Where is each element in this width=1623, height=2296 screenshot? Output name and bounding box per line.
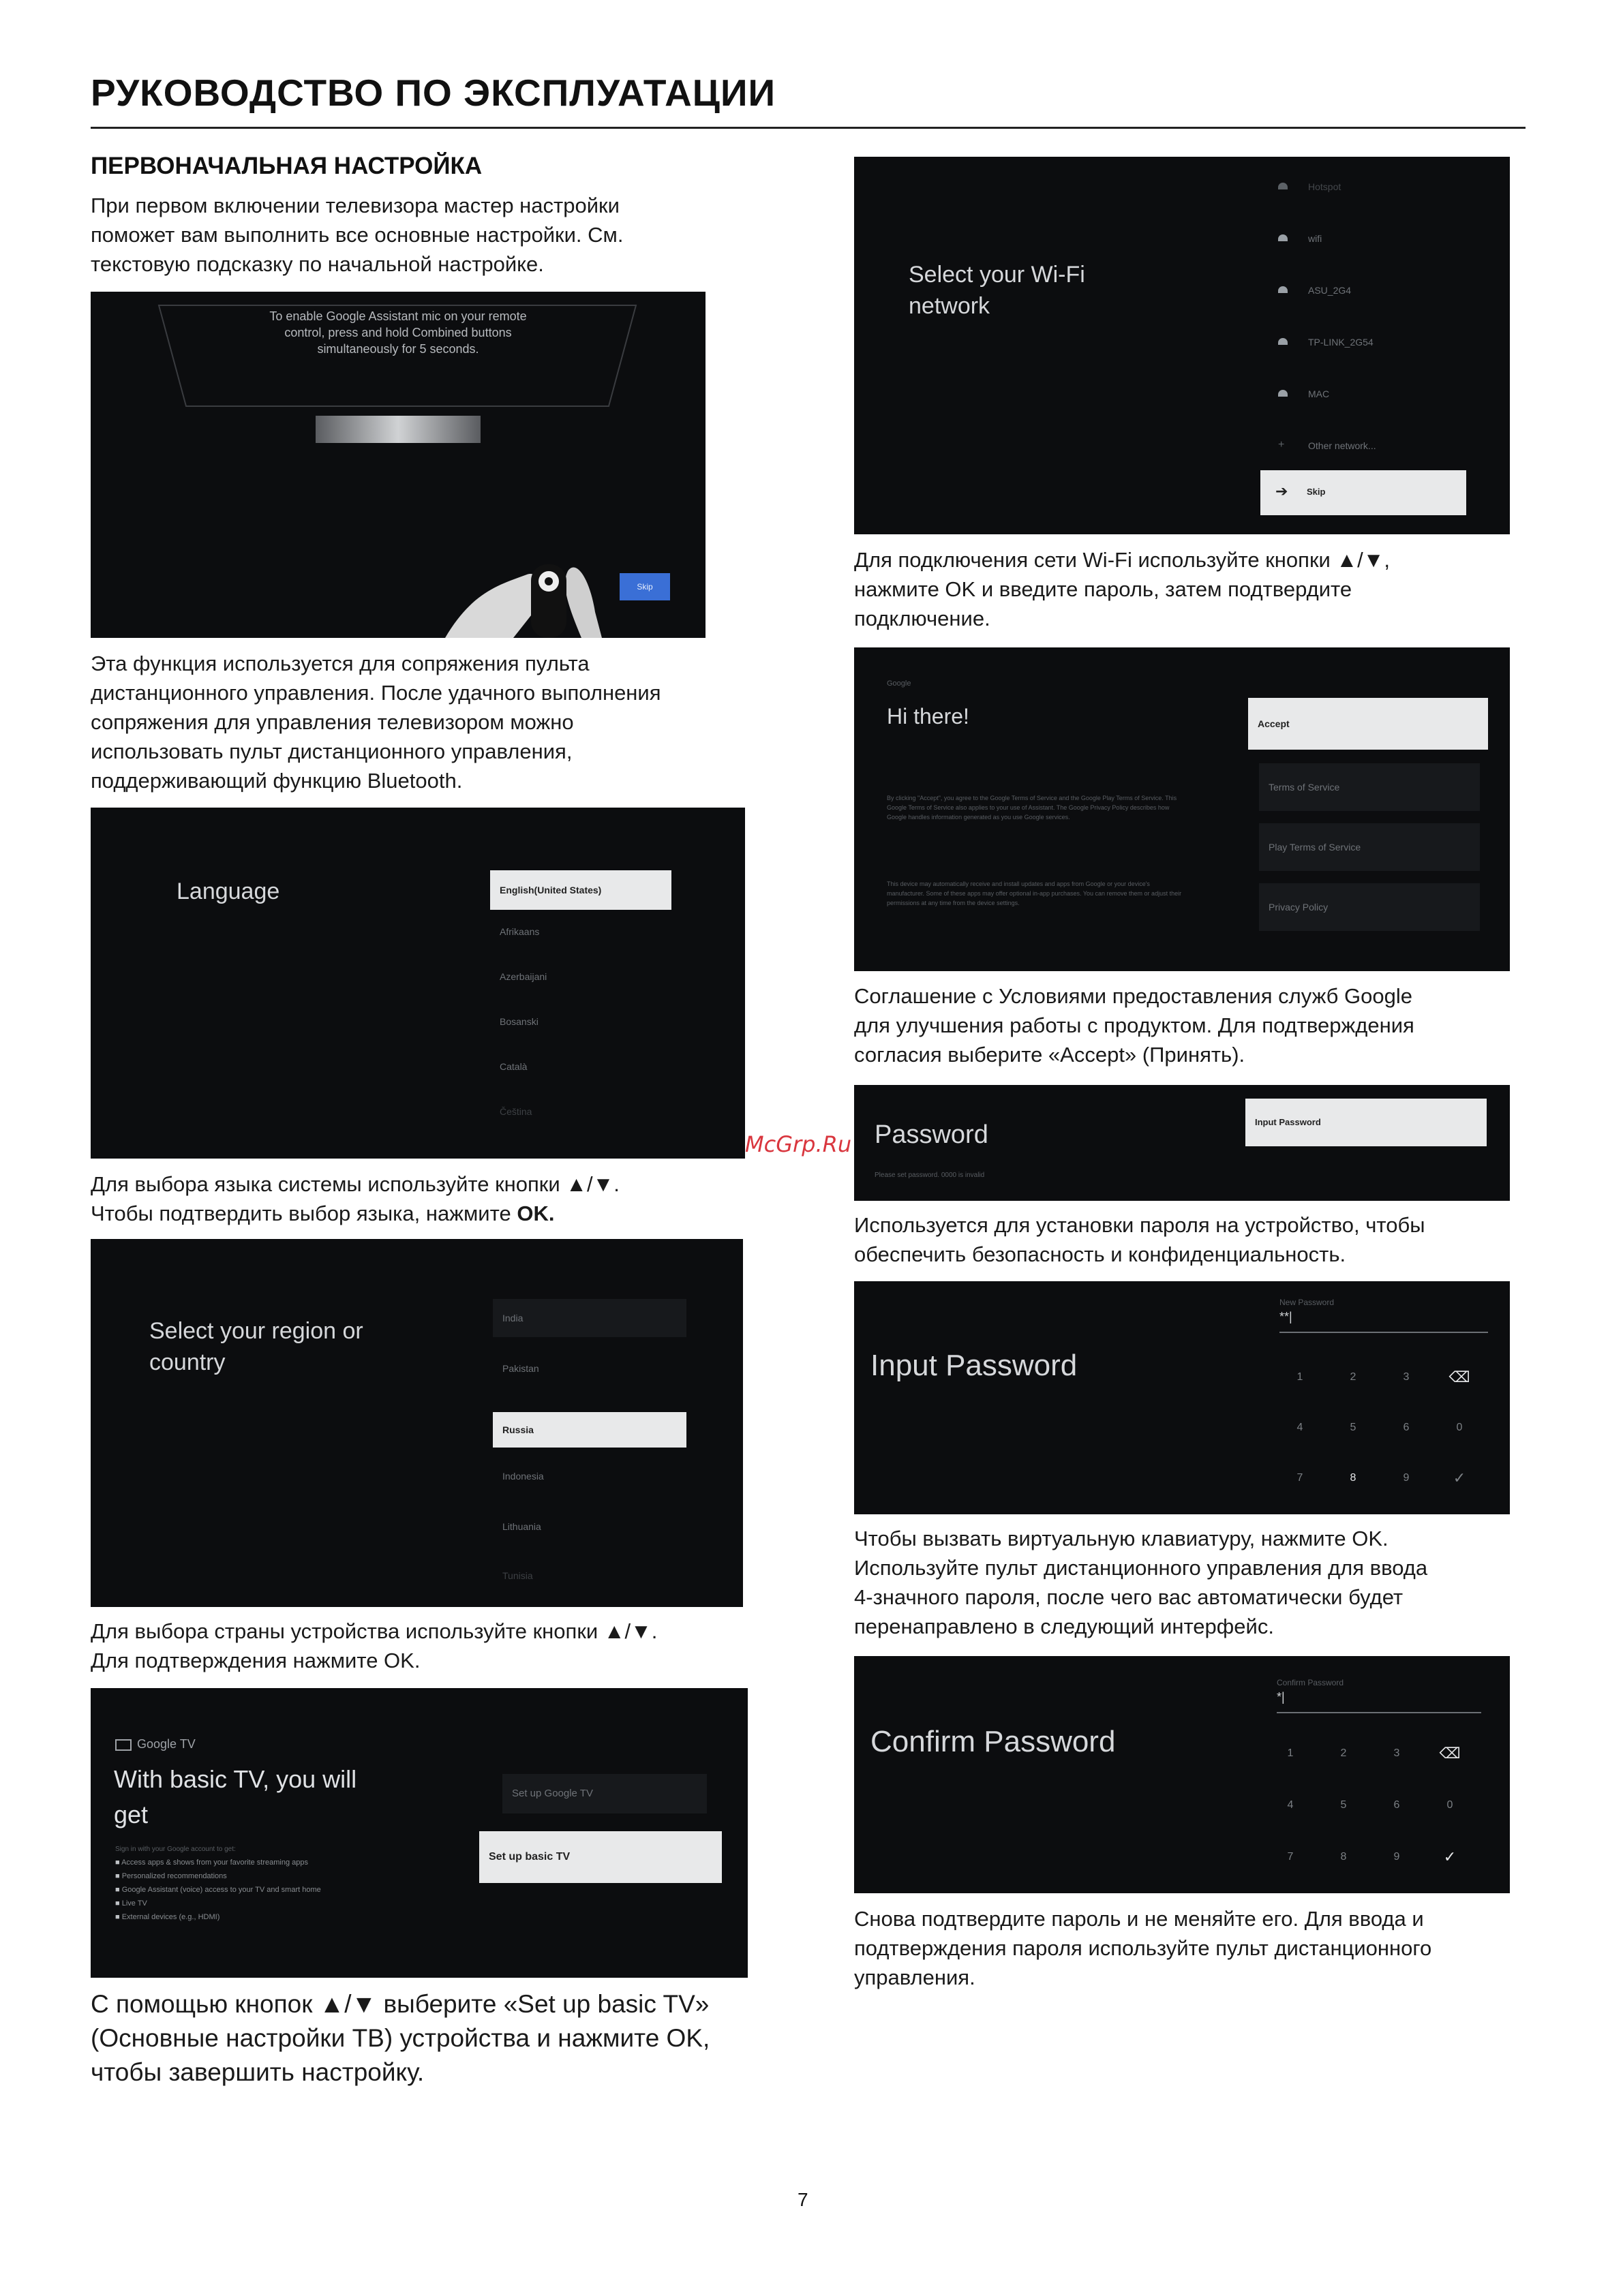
keypad-key[interactable]: 3 [1403, 1371, 1410, 1383]
language-option[interactable]: Català [500, 1061, 528, 1072]
wifi-icon [1278, 234, 1288, 241]
skip-button[interactable]: Skip [620, 573, 670, 600]
screen-terms [854, 647, 1510, 971]
wifi-network-name: wifi [1308, 233, 1322, 244]
backspace-icon[interactable]: ⌫ [1448, 1368, 1470, 1386]
language-option[interactable]: Azerbaijani [500, 971, 547, 982]
screen-language [91, 808, 745, 1159]
language-option[interactable]: Afrikaans [500, 926, 540, 937]
terms-caption [854, 981, 1536, 1069]
region-option-selected[interactable]: Russia [493, 1412, 686, 1448]
keypad-key[interactable]: 4 [1296, 1422, 1303, 1433]
terms-of-service-button[interactable]: Terms of Service [1259, 763, 1480, 811]
accept-button[interactable]: Accept [1248, 698, 1488, 750]
wifi-icon [1278, 286, 1288, 293]
wifi-network-name: Other network... [1308, 440, 1376, 451]
wifi-caption [854, 545, 1536, 633]
region-option[interactable]: Pakistan [502, 1363, 539, 1374]
arrow-right-icon: ➔ [1275, 483, 1288, 500]
terms-brand: Google [887, 679, 911, 688]
region-title [149, 1315, 363, 1378]
wifi-icon [1278, 338, 1288, 345]
caption-line: чтобы завершить настройку. [91, 2058, 425, 2086]
keypad-key[interactable]: 6 [1403, 1422, 1410, 1433]
terms-body: By clicking "Accept", you agree to the Google Terms of Service and the Google Play Terms of Service. This Google Terms of Service also applies to your use of Assistant. The Google Privacy Policy describes how Google handles information generated as you use Google services. [887, 795, 1177, 821]
pairing-hint-line: simultaneously for 5 seconds. [317, 342, 479, 356]
caption-line: поддерживающий функцию Bluetooth. [91, 769, 463, 793]
confirm-password-field[interactable]: *| [1277, 1690, 1481, 1713]
wifi-network-item[interactable] [1278, 275, 1483, 305]
wifi-network-name: ASU_2G4 [1308, 285, 1352, 296]
caption-line: 4-значного пароля, после чего вас автоматически будет [854, 1585, 1404, 1609]
keypad-key[interactable]: 8 [1350, 1472, 1356, 1484]
wifi-network-item[interactable] [1278, 431, 1483, 461]
remote-caption [91, 649, 779, 795]
wifi-icon [1278, 183, 1288, 189]
region-title-line: country [149, 1349, 226, 1375]
input-password-title: Input Password [870, 1349, 1078, 1382]
caption-line: подтверждения пароля используйте пульт дистанционного [854, 1936, 1432, 1960]
keypad-key[interactable]: 0 [1456, 1422, 1463, 1433]
caption-line: Используется для установки пароля на устройство, чтобы [854, 1213, 1425, 1237]
keypad-key[interactable]: 6 [1393, 1799, 1400, 1811]
keypad-key[interactable]: 5 [1350, 1422, 1356, 1433]
caption-line: Эта функция используется для сопряжения пульта [91, 652, 590, 675]
checkmark-icon[interactable]: ✓ [1443, 1848, 1457, 1865]
keypad-key[interactable]: 1 [1296, 1371, 1303, 1383]
caption-line: Чтобы вызвать виртуальную клавиатуру, нажмите OK. [854, 1527, 1389, 1550]
wifi-network-name: TP-LINK_2G54 [1308, 337, 1374, 348]
caption-line: дистанционного управления. После удачного выполнения [91, 681, 661, 705]
caption-ok: OK. [517, 1201, 555, 1225]
pairing-hint-line: control, press and hold Combined buttons [284, 326, 512, 339]
backspace-icon[interactable]: ⌫ [1439, 1745, 1461, 1762]
region-option[interactable]: India [493, 1299, 686, 1337]
caption-line: управления. [854, 1965, 975, 1989]
privacy-policy-button[interactable]: Privacy Policy [1259, 883, 1480, 931]
wifi-title-line: network [909, 293, 990, 319]
wifi-network-item[interactable] [1278, 379, 1483, 409]
keypad-key[interactable]: 7 [1287, 1851, 1294, 1863]
caption-line: перенаправлено в следующий интерфейс. [854, 1614, 1274, 1638]
language-option[interactable]: Čeština [500, 1106, 532, 1117]
wifi-icon [1278, 390, 1288, 397]
language-title: Language [177, 878, 280, 904]
caption-line: Снова подтвердите пароль и не меняйте его. Для ввода и [854, 1907, 1424, 1931]
wifi-network-item[interactable] [1278, 327, 1483, 357]
new-password-field[interactable]: **| [1279, 1310, 1488, 1333]
password-note: Please set password. 0000 is invalid [875, 1172, 985, 1179]
checkmark-icon[interactable]: ✓ [1453, 1469, 1466, 1486]
pairing-hint-line: To enable Google Assistant mic on your remote [269, 309, 527, 323]
caption-line: Используйте пульт дистанционного управления для ввода [854, 1556, 1428, 1580]
keypad-key[interactable]: 8 [1340, 1851, 1347, 1863]
language-option-selected[interactable]: English(United States) [490, 870, 671, 910]
wifi-title-line: Select your Wi-Fi [909, 262, 1085, 288]
caption-line: для улучшения работы с продуктом. Для подтверждения [854, 1013, 1414, 1037]
region-option[interactable]: Indonesia [502, 1471, 544, 1482]
screen-region [91, 1239, 743, 1607]
setup-google-tv-button[interactable]: Set up Google TV [502, 1774, 707, 1813]
caption-line: обеспечить безопасность и конфиденциальность. [854, 1242, 1346, 1266]
screen-password [854, 1085, 1510, 1201]
basic-caption [91, 1987, 779, 2090]
screen-confirm-password [854, 1656, 1510, 1893]
caption-line: подключение. [854, 607, 990, 630]
password-title: Password [875, 1120, 988, 1149]
language-caption [91, 1169, 772, 1228]
region-option[interactable]: Lithuania [502, 1521, 541, 1532]
keypad-key[interactable]: 9 [1393, 1851, 1400, 1863]
header-rule [91, 127, 1526, 129]
keypad-key[interactable]: 1 [1287, 1747, 1294, 1759]
basic-title-line: With basic TV, you will [114, 1765, 357, 1793]
caption-line: (Основные настройки ТВ) устройства и нажмите OK, [91, 2024, 710, 2052]
caption-line: нажмите OK и введите пароль, затем подтвердите [854, 577, 1352, 601]
caption-line: использовать пульт дистанционного управления, [91, 739, 573, 763]
plus-icon: + [1278, 439, 1285, 450]
wifi-network-name: Hotspot [1308, 181, 1341, 192]
caption-line: Для подтверждения нажмите OK. [91, 1649, 421, 1672]
caption-line: согласия выберите «Accept» (Принять). [854, 1043, 1245, 1067]
google-tv-brand [115, 1737, 196, 1751]
input-caption [854, 1524, 1543, 1641]
intro-line: поможет вам выполнить все основные настройки. См. [91, 223, 624, 247]
confirm-password-label: Confirm Password [1277, 1678, 1344, 1687]
terms-title: Hi there! [887, 704, 969, 729]
basic-title-line: get [114, 1801, 149, 1828]
pairing-hint [254, 308, 542, 357]
intro-line: текстовую подсказку по начальной настройке. [91, 252, 544, 276]
screen-basic-tv [91, 1688, 748, 1978]
caption-line: Для подключения сети Wi-Fi используйте кнопки ▲/▼, [854, 548, 1391, 572]
keypad-key[interactable]: 0 [1446, 1799, 1453, 1811]
caption-line: сопряжения для управления телевизором можно [91, 710, 574, 734]
confirm-password-title: Confirm Password [870, 1725, 1116, 1758]
skip-label: Skip [1307, 487, 1326, 497]
terms-body: This device may automatically receive and install updates and apps from Google or your device's manufacturer. Some of these apps may offer optional in-app purchases. You can remove them or adjust their permissions at any time from the device settings. [887, 881, 1182, 906]
screen-wifi [854, 157, 1510, 534]
password-caption [854, 1210, 1543, 1269]
basic-bullet: ■ Live TV [115, 1899, 147, 1908]
caption-line [91, 1199, 772, 1228]
page-title: РУКОВОДСТВО ПО ЭКСПЛУАТАЦИИ [91, 72, 776, 114]
caption-line: С помощью кнопок ▲/▼ выберите «Set up basic TV» [91, 1990, 710, 2018]
basic-subtitle: Sign in with your Google account to get: [115, 1846, 236, 1853]
input-password-field[interactable]: Input Password [1245, 1099, 1487, 1146]
keypad-key[interactable]: 2 [1340, 1747, 1347, 1759]
watermark: McGrp.Ru [745, 1131, 852, 1157]
intro-line: При первом включении телевизора мастер настройки [91, 194, 620, 217]
basic-bullet: ■ External devices (e.g., HDMI) [115, 1913, 219, 1921]
wifi-network-name: MAC [1308, 388, 1330, 399]
language-option[interactable]: Bosanski [500, 1016, 539, 1027]
section-title: ПЕРВОНАЧАЛЬНАЯ НАСТРОЙКА [91, 153, 483, 179]
page-number: 7 [798, 2189, 808, 2210]
keypad-key[interactable]: 5 [1340, 1799, 1347, 1811]
basic-title [114, 1762, 357, 1833]
wifi-skip-button[interactable] [1260, 470, 1466, 515]
intro-text [91, 191, 772, 279]
play-terms-button[interactable]: Play Terms of Service [1259, 823, 1480, 871]
caption-line: Для выбора страны устройства используйте кнопки ▲/▼. [91, 1619, 658, 1643]
basic-bullet: ■ Google Assistant (voice) access to your TV and smart home [115, 1886, 321, 1894]
confirm-caption [854, 1904, 1543, 1992]
keypad-key[interactable]: 7 [1296, 1472, 1303, 1484]
wifi-title [909, 259, 1085, 322]
keypad-key[interactable]: 3 [1393, 1747, 1400, 1759]
caption-line: Для выбора языка системы используйте кнопки ▲/▼. [91, 1172, 620, 1196]
region-caption [91, 1617, 772, 1675]
basic-bullet: ■ Access apps & shows from your favorite streaming apps [115, 1858, 308, 1867]
keypad-key[interactable]: 4 [1287, 1799, 1294, 1811]
screen-input-password [854, 1281, 1510, 1514]
keypad-key[interactable]: 2 [1350, 1371, 1356, 1383]
region-title-line: Select your region or [149, 1318, 363, 1344]
new-password-label: New Password [1279, 1298, 1335, 1307]
keypad-key[interactable]: 9 [1403, 1472, 1410, 1484]
wifi-network-item[interactable] [1278, 172, 1483, 202]
brand-label: Google TV [137, 1737, 196, 1751]
setup-basic-tv-button[interactable]: Set up basic TV [479, 1831, 722, 1883]
screen-remote-pairing [91, 292, 706, 638]
caption-line: Соглашение с Условиями предоставления служб Google [854, 984, 1412, 1008]
tv-icon [115, 1739, 132, 1751]
wifi-network-item[interactable] [1278, 224, 1483, 254]
basic-bullet: ■ Personalized recommendations [115, 1872, 227, 1880]
region-option[interactable]: Tunisia [502, 1570, 533, 1581]
caption-text: Чтобы подтвердить выбор языка, нажмите [91, 1201, 517, 1225]
